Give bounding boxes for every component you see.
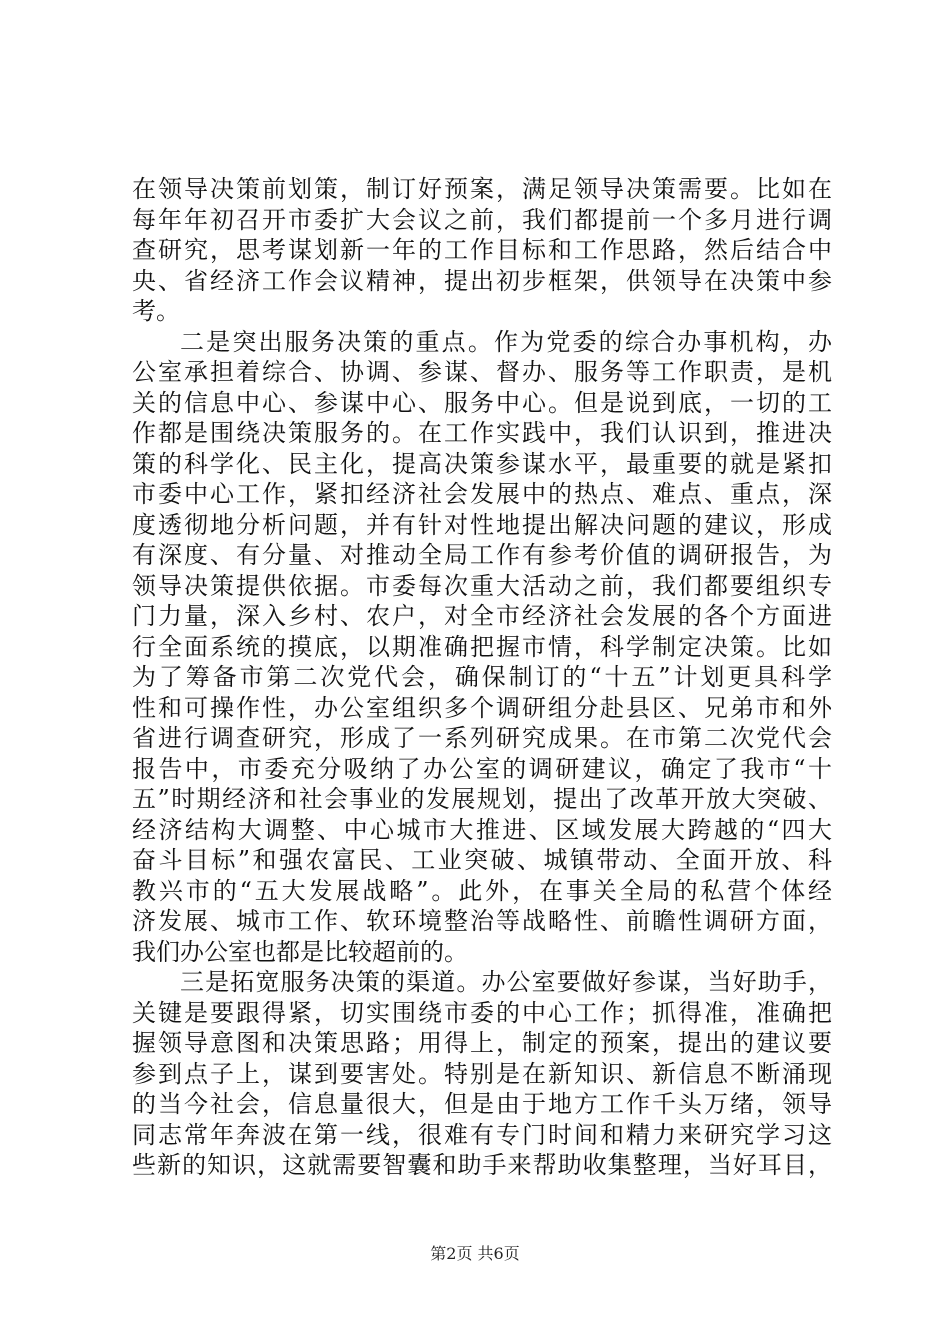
document-body [132,174,832,1181]
text-line: 同志常年奔波在第一线，很难有专门时间和精力来研究学习这 [132,1120,832,1149]
text-line: 查研究，思考谋划新一年的工作目标和工作思路，然后结合中 [132,236,832,264]
text-line: 市委中心工作，紧扣经济社会发展中的热点、难点、重点，深 [132,480,832,508]
text-line: 策的科学化、民主化，提高决策参谋水平，最重要的就是紧扣 [132,449,832,478]
text-line: 考。 [132,297,180,325]
text-line: 作都是围绕决策服务的。在工作实践中，我们认识到，推进决 [132,419,832,447]
text-line: 性和可操作性，办公室组织多个调研组分赴县区、兄弟市和外 [132,693,832,722]
text-line: 度透彻地分析问题，并有针对性地提出解决问题的建议，形成 [132,510,832,539]
text-line: 些新的知识，这就需要智囊和助手来帮助收集整理，当好耳目， [132,1151,832,1179]
text-line: 行全面系统的摸底，以期准确把握市情，科学制定决策。比如 [132,632,832,661]
text-line: 领导决策提供依据。市委每次重大活动之前，我们都要组织专 [132,571,832,600]
text-line: 每年年初召开市委扩大会议之前，我们都提前一个多月进行调 [132,205,832,234]
text-line: 的当今社会，信息量很大，但是由于地方工作千头万绪，领导 [132,1090,832,1118]
text-line: 济发展、城市工作、软环境整治等战略性、前瞻性调研方面， [132,907,832,935]
text-line: 教兴市的“五大发展战略”。此外，在事关全局的私营个体经 [132,876,832,905]
text-line: 五”时期经济和社会事业的发展规划，提出了改革开放大突破、 [132,785,832,813]
text-line: 奋斗目标”和强农富民、工业突破、城镇带动、全面开放、科 [132,846,832,874]
text-line: 省进行调查研究，形成了一系列研究成果。在市第二次党代会 [132,724,832,752]
text-line: 握领导意图和决策思路；用得上，制定的预案，提出的建议要 [132,1029,832,1057]
text-line: 关的信息中心、参谋中心、服务中心。但是说到底，一切的工 [132,388,832,417]
text-line: 在领导决策前划策，制订好预案，满足领导决策需要。比如在 [132,175,832,203]
text-line: 经济结构大调整、中心城市大推进、区域发展大跨越的“四大 [132,815,832,844]
text-line: 为了筹备市第二次党代会，确保制订的“十五”计划更具科学 [132,663,832,691]
text-line: 参到点子上，谋到要害处。特别是在新知识、新信息不断涌现 [132,1059,832,1088]
text-line: 央、省经济工作会议精神，提出初步框架，供领导在决策中参 [132,266,832,295]
text-line: 报告中，市委充分吸纳了办公室的调研建议，确定了我市“十 [132,754,832,783]
text-line: 门力量，深入乡村、农户，对全市经济社会发展的各个方面进 [132,602,832,630]
text-line: 有深度、有分量、对推动全局工作有参考价值的调研报告，为 [132,541,832,569]
page-footer: 第2页 共6页 [430,1244,520,1263]
text-line: 三是拓宽服务决策的渠道。办公室要做好参谋，当好助手， [180,968,832,996]
text-line: 二是突出服务决策的重点。作为党委的综合办事机构，办 [180,327,832,356]
text-line: 我们办公室也都是比较超前的。 [132,937,468,966]
text-line: 关键是要跟得紧，切实围绕市委的中心工作；抓得准，准确把 [132,998,832,1027]
text-line: 公室承担着综合、协调、参谋、督办、服务等工作职责，是机 [132,358,832,386]
